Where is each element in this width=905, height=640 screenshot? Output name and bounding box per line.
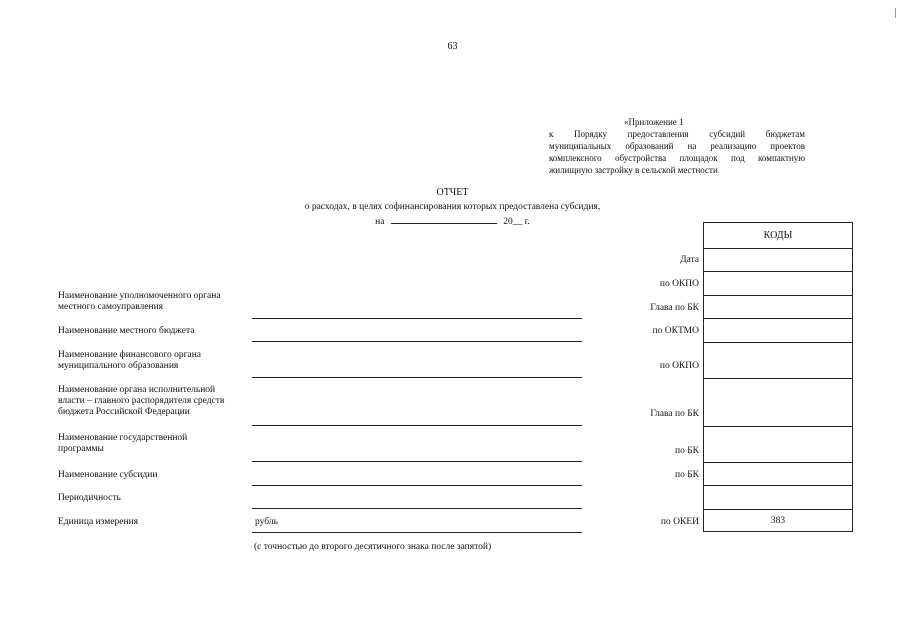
field-label-1: Наименование местного бюджета [58, 326, 195, 336]
code-label-7: по БК [674, 470, 699, 480]
codes-divider [704, 378, 852, 379]
unit-value: рубль [255, 517, 278, 527]
report-subtitle: о расходах, в целях софинансирования которых предоставлена субсидия, [304, 202, 601, 212]
report-title: ОТЧЕТ [436, 187, 469, 198]
date-suffix: 20__ г. [503, 217, 530, 227]
field-label-0: Наименование уполномоченного органа местного самоуправления [58, 291, 221, 312]
codes-divider [704, 485, 852, 486]
codes-header: КОДЫ [763, 230, 793, 241]
field-input-2[interactable] [252, 377, 582, 378]
field-input-0[interactable] [252, 318, 582, 319]
code-label-1: по ОКПО [659, 279, 699, 289]
appendix-note [549, 116, 805, 176]
codes-divider [704, 295, 852, 296]
field-input-3[interactable] [252, 425, 582, 426]
codes-divider [704, 318, 852, 319]
appendix-title: «Приложение 1 [624, 117, 684, 127]
field-input-5[interactable] [252, 485, 582, 486]
field-label-3: Наименование органа исполнительной власти – главного распорядителя средств бюджета Российской Федерации [58, 385, 225, 417]
date-blank-field[interactable] [391, 214, 497, 224]
codes-divider [704, 271, 852, 272]
field-input-1[interactable] [252, 341, 582, 342]
appendix-line-3: комплексного обустройства площадок под компактную [549, 153, 805, 163]
appendix-line-2: муниципальных образований на реализацию проектов [549, 141, 805, 151]
codes-divider [704, 426, 852, 427]
code-label-0: Дата [680, 255, 699, 265]
field-label-5: Наименование субсидии [58, 470, 158, 480]
scan-edge-mark [895, 8, 896, 18]
field-label-6: Периодичность [58, 493, 121, 503]
field-label-2: Наименование финансового органа муниципального образования [58, 350, 202, 371]
code-label-4: по ОКПО [659, 361, 699, 371]
codes-divider [704, 248, 852, 249]
field-input-6[interactable] [252, 508, 582, 509]
codes-divider [704, 342, 852, 343]
codes-divider [704, 462, 852, 463]
code-label-9: по ОКЕИ [660, 517, 699, 527]
date-prefix: на [375, 217, 385, 227]
code-value-okei: 383 [770, 516, 786, 526]
code-label-6: по БК [674, 446, 699, 456]
code-label-5: Глава по БК [650, 409, 699, 419]
field-input-4[interactable] [252, 461, 582, 462]
precision-note: (с точностью до второго десятичного знака после запятой) [254, 542, 492, 552]
field-label-4: Наименование государственной программы [58, 433, 188, 454]
codes-table [703, 222, 853, 532]
page-number: 63 [447, 41, 458, 52]
codes-divider [704, 509, 852, 510]
field-input-7[interactable] [252, 532, 582, 533]
appendix-line-1: к Порядку предоставления субсидий бюджетам [549, 129, 805, 139]
code-label-3: по ОКТМО [652, 326, 699, 336]
appendix-line-4: жилищную застройку в сельской местности [549, 165, 718, 175]
code-label-2: Глава по БК [650, 303, 699, 313]
field-label-7: Единица измерения [58, 517, 138, 527]
